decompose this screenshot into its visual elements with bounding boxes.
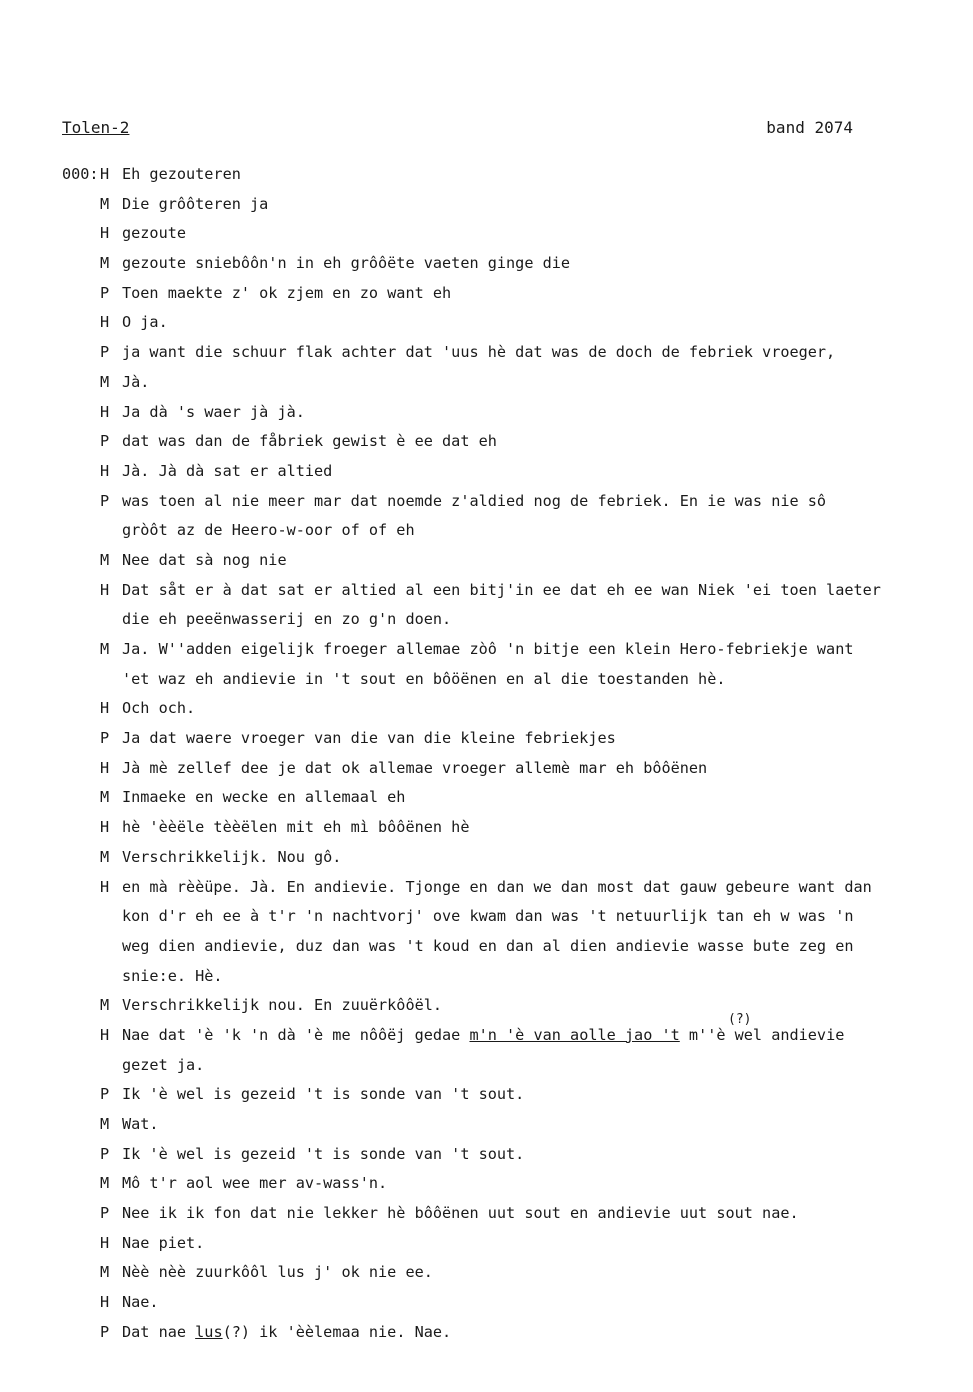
document-header bbox=[62, 118, 853, 142]
utterance-text: Nae piet. bbox=[122, 1233, 205, 1252]
utterance-text: Inmaeke en wecke en allemaal eh bbox=[122, 788, 406, 807]
speaker-label: M bbox=[100, 1263, 110, 1282]
transcript-line bbox=[62, 219, 962, 249]
band-number: band 2074 bbox=[766, 118, 853, 137]
utterance-text: Ja. W''adden eigelijk froeger allemae zòô 'n bitje een klein Hero-febriekje want bbox=[122, 640, 854, 658]
transcript-line bbox=[62, 249, 962, 279]
speaker-label: H bbox=[100, 1293, 110, 1312]
utterance-text: Nèè nèè zuurkôôl lus j' ok nie ee. bbox=[122, 1263, 433, 1282]
transcript-line bbox=[62, 754, 962, 784]
transcript-line bbox=[62, 1229, 962, 1259]
speaker-label: M bbox=[100, 372, 110, 391]
utterance-text: dat was dan de fåbriek gewist è ee dat eh bbox=[122, 432, 497, 451]
utterance-text: Jà mè zellef dee je dat ok allemae vroeger allemè mar eh bôôënen bbox=[122, 758, 708, 777]
transcript-continuation bbox=[62, 932, 962, 962]
speaker-label: P bbox=[100, 1144, 110, 1163]
transcript-line bbox=[62, 487, 962, 517]
transcript-line bbox=[62, 576, 962, 606]
utterance-text: 'et waz eh andievie in 't sout en bôöënen en al die toestanden hè. bbox=[122, 669, 726, 688]
speaker-label: H bbox=[100, 699, 110, 718]
utterance-text: snie:e. Hè. bbox=[122, 966, 223, 985]
speaker-label: P bbox=[100, 1322, 110, 1341]
transcript-line bbox=[62, 873, 962, 903]
transcript-line bbox=[62, 991, 962, 1021]
speaker-label: H bbox=[100, 313, 110, 332]
speaker-label: H bbox=[100, 224, 110, 243]
speaker-label: M bbox=[100, 640, 110, 658]
utterance-text: Nee dat sà nog nie bbox=[122, 550, 287, 569]
speaker-label: P bbox=[100, 1085, 110, 1104]
speaker-label: H bbox=[100, 402, 110, 421]
speaker-label: H bbox=[100, 1025, 110, 1044]
transcript-line bbox=[62, 1140, 962, 1170]
utterance-text: Ja dat waere vroeger van die van die kleine febriekjes bbox=[122, 729, 616, 748]
document-title: Tolen-2 bbox=[62, 118, 130, 137]
uncertain-annotation: (?) bbox=[728, 1012, 752, 1027]
utterance-text: Dat såt er à dat sat er altied al een bitj'in ee dat eh ee wan Niek 'ei toen laeter bbox=[122, 580, 881, 599]
transcript-line bbox=[62, 457, 962, 487]
utterance-text: gezet ja. bbox=[122, 1055, 205, 1074]
utterance-text: was toen al nie meer mar dat noemde z'aldied nog de febriek. En ie was nie sô bbox=[122, 491, 827, 510]
utterance-text: Verschrikkelijk. Nou gô. bbox=[122, 847, 342, 866]
speaker-label: P bbox=[100, 343, 110, 362]
transcript-line bbox=[62, 1318, 962, 1348]
speaker-label: P bbox=[100, 1204, 110, 1223]
speaker-label: P bbox=[100, 491, 110, 510]
utterance-text: Verschrikkelijk nou. En zuuërkôôël. bbox=[122, 996, 443, 1015]
transcript-line bbox=[62, 427, 962, 457]
transcript-line bbox=[62, 783, 962, 813]
speaker-label: M bbox=[100, 1115, 110, 1133]
speaker-label: M bbox=[100, 1174, 110, 1193]
transcript-continuation bbox=[62, 605, 962, 635]
speaker-label: P bbox=[100, 283, 110, 302]
speaker-label: H bbox=[100, 580, 110, 599]
utterance-text: hè 'èèële tèèëlen mit eh mì bôôënen hè bbox=[122, 818, 470, 837]
utterance-text: Ja dà 's waer jà jà. bbox=[122, 402, 305, 421]
transcript-line bbox=[62, 724, 962, 754]
utterance-text: die eh peeënwasserij en zo g'n doen. bbox=[122, 610, 452, 629]
utterance-text: Toen maekte z' ok zjem en zo want eh bbox=[122, 283, 452, 302]
utterance-text: Die grôôteren ja bbox=[122, 194, 269, 213]
underlined-text: lus bbox=[195, 1322, 223, 1341]
transcript-line bbox=[62, 160, 962, 190]
utterance-text: Jà. Jà dà sat er altied bbox=[122, 461, 333, 480]
speaker-label: H bbox=[100, 818, 110, 837]
transcript-line bbox=[62, 1110, 962, 1140]
speaker-label: H bbox=[100, 461, 110, 480]
speaker-label: M bbox=[100, 788, 110, 807]
transcript-line bbox=[62, 635, 962, 665]
transcript-continuation bbox=[62, 1051, 962, 1081]
transcript-line bbox=[62, 279, 962, 309]
utterance-text: O ja. bbox=[122, 313, 168, 332]
utterance-text: Mô t'r aol wee mer av-wass'n. bbox=[122, 1174, 388, 1193]
speaker-label: H bbox=[100, 165, 110, 183]
speaker-label: M bbox=[100, 254, 110, 273]
transcript-continuation bbox=[62, 516, 962, 546]
tape-counter: 000: bbox=[62, 165, 99, 183]
utterance-text: Nee ik ik fon dat nie lekker hè bôôënen uut sout en andievie uut sout nae. bbox=[122, 1204, 799, 1223]
speaker-label: M bbox=[100, 550, 110, 569]
utterance-text: Ik 'è wel is gezeid 't is sonde van 't sout. bbox=[122, 1144, 525, 1163]
transcript-line bbox=[62, 694, 962, 724]
transcript-line bbox=[62, 398, 962, 428]
transcript-continuation bbox=[62, 902, 962, 932]
transcript-line bbox=[62, 813, 962, 843]
utterance-text: Eh gezouteren bbox=[122, 165, 241, 183]
transcript-line bbox=[62, 843, 962, 873]
speaker-label: P bbox=[100, 432, 110, 451]
utterance-text: gezoute sniebôôn'n in eh grôôëte vaeten ginge die bbox=[122, 254, 571, 273]
transcript-line bbox=[62, 1288, 962, 1318]
speaker-label: P bbox=[100, 729, 110, 748]
transcript-line bbox=[62, 1258, 962, 1288]
transcript-continuation bbox=[62, 962, 962, 992]
speaker-label: H bbox=[100, 758, 110, 777]
transcript-continuation bbox=[62, 665, 962, 695]
utterance-text: Nae. bbox=[122, 1293, 159, 1312]
transcript-line bbox=[62, 1080, 962, 1110]
utterance-text: gròôt az de Heero-w-oor of of eh bbox=[122, 521, 415, 540]
utterance-text: Wat. bbox=[122, 1115, 159, 1133]
utterance-text: Och och. bbox=[122, 699, 196, 718]
transcript-line bbox=[62, 1169, 962, 1199]
transcript-line bbox=[62, 308, 962, 338]
utterance-text: Ik 'è wel is gezeid 't is sonde van 't sout. bbox=[122, 1085, 525, 1104]
speaker-label: M bbox=[100, 194, 110, 213]
underlined-text: m'n 'è van aolle jao 't bbox=[469, 1025, 680, 1044]
transcript-line bbox=[62, 1199, 962, 1229]
speaker-label: M bbox=[100, 996, 110, 1015]
transcript bbox=[62, 160, 962, 1348]
utterance-text: kon d'r eh ee à t'r 'n nachtvorj' ove kwam dan was 't netuurlijk tan eh w was 'n bbox=[122, 907, 854, 926]
utterance-text: en mà rèèüpe. Jà. En andievie. Tjonge en dan we dan most dat gauw gebeure want dan bbox=[122, 877, 872, 896]
transcript-line bbox=[62, 1021, 962, 1051]
speaker-label: H bbox=[100, 1233, 110, 1252]
transcript-line bbox=[62, 190, 962, 220]
utterance-text: Nae dat 'è 'k 'n dà 'è me nôôëj gedae m'n 'è van aolle jao 't m''è wel andievie bbox=[122, 1025, 845, 1044]
transcript-line bbox=[62, 546, 962, 576]
transcript-line bbox=[62, 368, 962, 398]
utterance-text: weg dien andievie, duz dan was 't koud en dan al dien andievie wasse bute zeg en bbox=[122, 936, 854, 955]
utterance-text: gezoute bbox=[122, 224, 187, 243]
speaker-label: M bbox=[100, 847, 110, 866]
speaker-label: H bbox=[100, 877, 110, 896]
transcript-line bbox=[62, 338, 962, 368]
utterance-text: ja want die schuur flak achter dat 'uus hè dat was de doch de febriek vroeger, bbox=[122, 343, 836, 362]
utterance-text: Dat nae lus(?) ik 'èèlemaa nie. Nae. bbox=[122, 1322, 452, 1341]
utterance-text: Jà. bbox=[122, 372, 150, 391]
